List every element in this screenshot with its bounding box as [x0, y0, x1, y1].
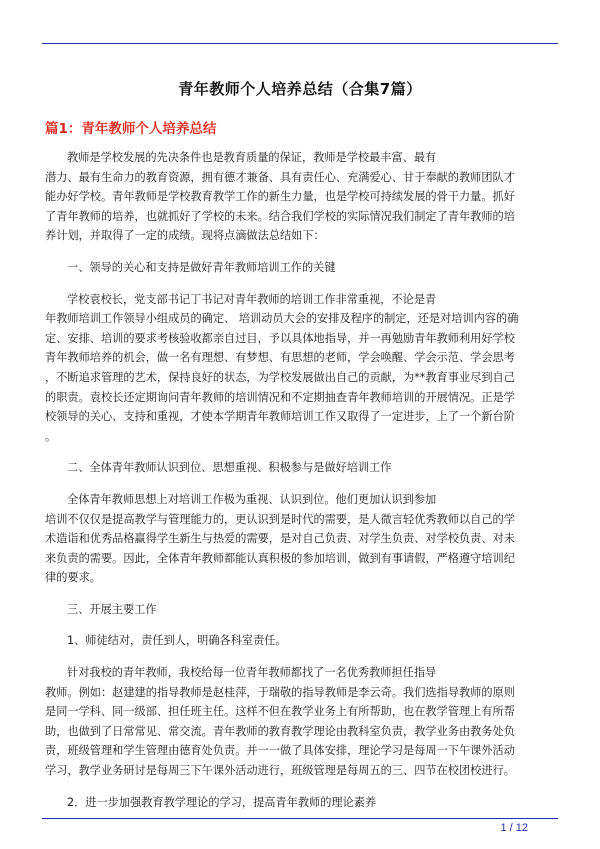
paragraph-line: 了青年教师的培养，也就抓好了学校的未来。结合我们学校的实际情况我们制定了青年教师的培 [45, 209, 515, 223]
paragraph-line: 能办好学校。青年教师是学校教育教学工作的新生力量，也是学校可持续发展的骨干力量。抓好 [45, 190, 515, 204]
paragraph-line: 学习，教学业务研讨是每周三下午课外活动进行，班级管理是每周五的三、四节在校团校进行。 [45, 764, 515, 778]
paragraph-line: 培训不仅仅是提高教学与管理能力的，更认识到是时代的需要，是人微言轻优秀教师以自己的学 [45, 512, 515, 526]
paragraph-line: 的职责。袁校长还定期询问青年教师的培训情况和不定期抽查青年教师培训的开展情况。正是学 [45, 390, 515, 404]
page-indicator: 1 / 12 [500, 822, 528, 834]
paragraph-line: 。 [45, 429, 57, 443]
paragraph-line: 针对我校的青年教师，我校给每一位青年教师都找了一名优秀教师担任指导 [67, 666, 437, 680]
body-paragraph [45, 148, 555, 246]
paragraph-line: 潜力、最有生命力的教育资源，拥有德才兼备、具有责任心、充满爱心、甘于奉献的教师团队才 [45, 170, 515, 184]
section-heading: 一、领导的关心和支持是做好青年教师培训工作的关键 [67, 260, 336, 274]
document-title: 青年教师个人培养总结（合集7篇） [178, 80, 422, 98]
section-heading: 三、开展主要工作 [67, 602, 157, 616]
paragraph-line: 校领导的关心、支持和重视，才使本学期青年教师培训工作又取得了一定进步，上了一个新台阶 [45, 410, 515, 424]
body-paragraph [45, 663, 555, 781]
paragraph-line: 助，也做到了日常常见、常交流。青年教师的教育教学理论由教科室负责，教学业务由教务处负 [45, 724, 515, 738]
paragraph-line: 责，班级管理和学生管理由德育处负责。并一一做了具体安排，理论学习是每周一下午课外活动 [45, 744, 515, 758]
paragraph-line: 青年教师培养的机会，做一名有理想、有梦想、有思想的老师，学会唤醒、学会示范、学会思考 [45, 351, 515, 365]
paragraph-line: 年教师培训工作领导小组成员的确定、 培训动员大会的安排及程序的制定，还是对培训内容的确 [45, 312, 519, 326]
section-heading: 1、师徒结对，责任到人，明确各科室责任。 [67, 634, 287, 648]
paragraph-line: 教师是学校发展的先决条件也是教育质量的保证，教师是学校最丰富、最有 [67, 151, 437, 164]
section-heading: 二、全体青年教师认识到位、思想重视、积极参与是做好培训工作 [67, 461, 392, 475]
paragraph-line: 来负责的需要。因此，全体青年教师都能认真积极的参加培训，做到有事请假，严格遵守培训纪 [45, 551, 515, 565]
footer-rule [42, 818, 558, 819]
paragraph-line: ，不断追求管理的艺术，保持良好的状态，为学校发展做出自己的贡献，为**教育事业尽到自己 [45, 370, 515, 384]
document-body [45, 148, 555, 812]
body-paragraph [45, 490, 555, 588]
paragraph-line: 学校袁校长，党支部书记丁书记对青年教师的培训工作非常重视，不论是青 [67, 292, 437, 306]
paragraph-line: 全体青年教师思想上对培训工作极为重视、认识到位。他们更加认识到参加 [67, 492, 437, 506]
section-heading: 2．进一步加强教育教学理论的学习，提高青年教师的理论素养 [67, 795, 377, 809]
header-rule [42, 43, 558, 44]
section-subtitle: 篇1：青年教师个人培养总结 [45, 121, 217, 137]
paragraph-line: 养计划，并取得了一定的成绩。现将点滴做法总结如下： [45, 229, 325, 243]
paragraph-line: 教师。例如：赵建建的指导教师是赵桂萍，于瑞敬的指导教师是李云奇。我们选指导教师的原则 [45, 685, 515, 699]
body-paragraph [45, 290, 555, 447]
paragraph-line: 术造诣和优秀品格赢得学生新生与热爱的需要，是对自己负责、对学生负责、对学校负责、对未 [45, 532, 515, 546]
paragraph-line: 是同一学科、同一级部、担任班主任。这样不但在教学业务上有所帮助，也在教学管理上有所帮 [45, 705, 515, 719]
paragraph-line: 定、安排、培训的要求考核验收都亲自过目，予以具体地指导，并一再勉励青年教师利用好学校 [45, 331, 515, 345]
paragraph-line: 律的要求。 [45, 571, 101, 585]
